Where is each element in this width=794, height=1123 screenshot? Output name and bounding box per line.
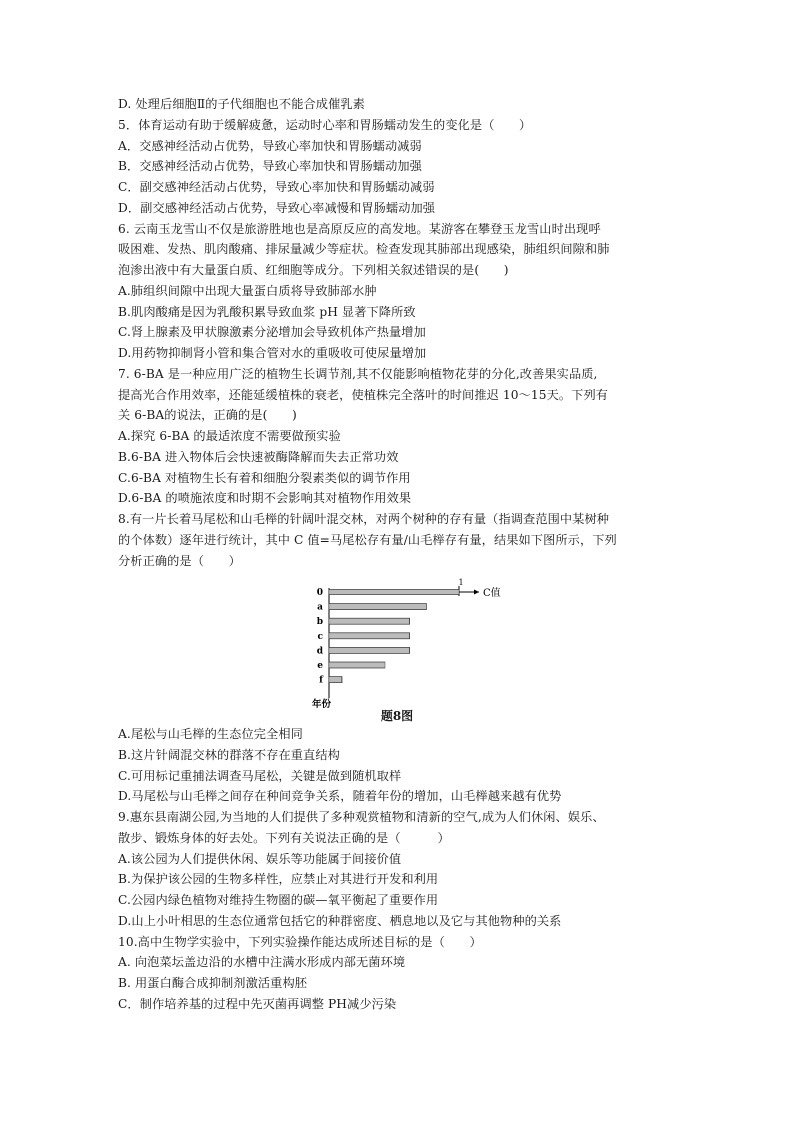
- bar-0: [329, 590, 459, 595]
- bar-c: [329, 633, 410, 639]
- text-line: B.为保护该公园的生物多样性，应禁止对其进行开发和利用: [118, 872, 439, 887]
- text-line: D.马尾松与山毛榉之间存在种间竞争关系，随着年份的增加，山毛榉越来越有优势: [118, 789, 562, 804]
- text-line: 吸困难、发热、肌肉酸痛、排尿量减少等症状。检查发现其肺部出现感染，肺组织间隙和肺: [118, 242, 610, 257]
- text-line: C．制作培养基的过程中先灭菌再调整 PH减少污染: [118, 996, 397, 1011]
- text-line: A.肺组织间隙中出现大量蛋白质将导致肺部水肿: [118, 283, 377, 298]
- text-line: 散步、锻炼身体的好去处。下列有关说法正确的是（ ）: [118, 830, 450, 845]
- reference-label: 1: [458, 578, 464, 587]
- tick-label-d: d: [316, 646, 323, 657]
- y-axis-label: 年份: [311, 699, 331, 711]
- text-line: C.6-BA 对植物生长有着和细胞分裂素类似的调节作用: [118, 470, 411, 485]
- text-line: 5．体育运动有助于缓解疲惫，运动时心率和胃肠蠕动发生的变化是（ ）: [118, 117, 532, 132]
- tick-label-a: a: [317, 602, 323, 613]
- text-line: A．交感神经活动占优势，导致心率加快和胃肠蠕动减弱: [118, 138, 422, 153]
- text-line: 关 6-BA的说法，正确的是( ): [118, 408, 297, 423]
- text-line: 8.有一片长着马尾松和山毛榉的针阔叶混交林，对两个树种的存有量（指调查范围中某树种: [118, 512, 610, 526]
- text-line: 泡渗出液中有大量蛋白质、红细胞等成分。下列相关叙述错误的是( ): [118, 263, 509, 277]
- text-line: B.6-BA 进入物体后会快速被酶降解而失去正常功效: [118, 449, 399, 464]
- bar-b: [329, 618, 410, 624]
- figure-caption: 题8图: [380, 709, 414, 723]
- text-line: C.肾上腺素及甲状腺激素分泌增加会导致机体产热量增加: [118, 325, 426, 340]
- text-line: 提高光合作用效率，还能延缓植株的衰老，使植株完全落叶的时间推迟 10～15天。下列有: [118, 387, 609, 402]
- x-axis-label: C值: [483, 588, 501, 599]
- text-line: D.6-BA 的喷施浓度和时期不会影响其对植物作用效果: [118, 491, 412, 506]
- text-line: D．副交感神经活动占优势，导致心率减慢和胃肠蠕动加强: [118, 200, 436, 215]
- tick-label-c: c: [317, 631, 323, 642]
- text-line: B.这片针阔混交林的群落不存在重直结构: [118, 747, 340, 762]
- text-line: C．副交感神经活动占优势，导致心率加快和胃肠蠕动减弱: [118, 180, 435, 194]
- chart-svg: [296, 578, 501, 711]
- text-line: A.尾松与山毛榉的生态位完全相同: [118, 727, 303, 741]
- text-line: B.肌肉酸痛是因为乳酸积累导致血浆 pH 显著下降所致: [118, 304, 416, 319]
- bar-e: [329, 662, 385, 668]
- text-line: D. 处理后细胞Ⅱ的子代细胞也不能合成催乳素: [118, 97, 365, 111]
- text-line: D.山上小叶相思的生态位通常包括它的种群密度、栖息地以及它与其他物种的关系: [118, 913, 562, 928]
- bar-d: [329, 647, 410, 653]
- text-line: A.探究 6-BA 的最适浓度不需要做预实验: [118, 429, 341, 443]
- text-line: A. 向泡菜坛盖边沿的水槽中注满水形成内部无菌环境: [118, 955, 406, 970]
- text-line: 的个体数）逐年进行统计，其中 C 值=马尾松存有量/山毛榉存有量，结果如下图所示，下列: [118, 532, 617, 547]
- text-line: 分析正确的是（ ）: [118, 553, 241, 568]
- text-line: C.公园内绿色植物对维持生物圈的碳—氧平衡起了重要作用: [118, 893, 439, 907]
- bar-f: [329, 677, 342, 683]
- tick-label-e: e: [317, 661, 323, 671]
- text-line: B. 用蛋白酶合成抑制剂激活重构胚: [118, 976, 308, 990]
- text-line: B．交感神经活动占优势，导致心率加快和胃肠蠕动加强: [118, 159, 422, 174]
- c-value-bar-chart: [296, 578, 501, 711]
- text-line: 7. 6-BA 是一种应用广泛的植物生长调节剂,其不仅能影响植物花芽的分化,改善果实品质,: [118, 366, 598, 381]
- text-line: D.用药物抑制肾小管和集合管对水的重吸收可使尿量增加: [118, 346, 427, 360]
- tick-label-b: b: [316, 617, 323, 628]
- text-line: A.该公园为人们提供休闲、娱乐等功能属于间接价值: [118, 851, 402, 866]
- text-line: 6. 云南玉龙雪山不仅是旅游胜地也是高原反应的高发地。某游客在攀登玉龙雪山时出现呼: [118, 221, 601, 236]
- bar-a: [329, 604, 427, 610]
- tick-label-f: f: [319, 675, 323, 686]
- tick-label-0: 0: [316, 588, 323, 598]
- text-line: C.可用标记重捕法调查马尾松，关键是做到随机取样: [118, 768, 402, 783]
- text-line: 9.惠东县南湖公园,为当地的人们提供了多种观赏植物和清新的空气,成为人们休闲、娱乐、: [118, 810, 605, 824]
- arrow-head: [474, 590, 479, 595]
- text-line: 10.高中生物学实验中，下列实验操作能达成所述目标的是（ ）: [118, 934, 482, 949]
